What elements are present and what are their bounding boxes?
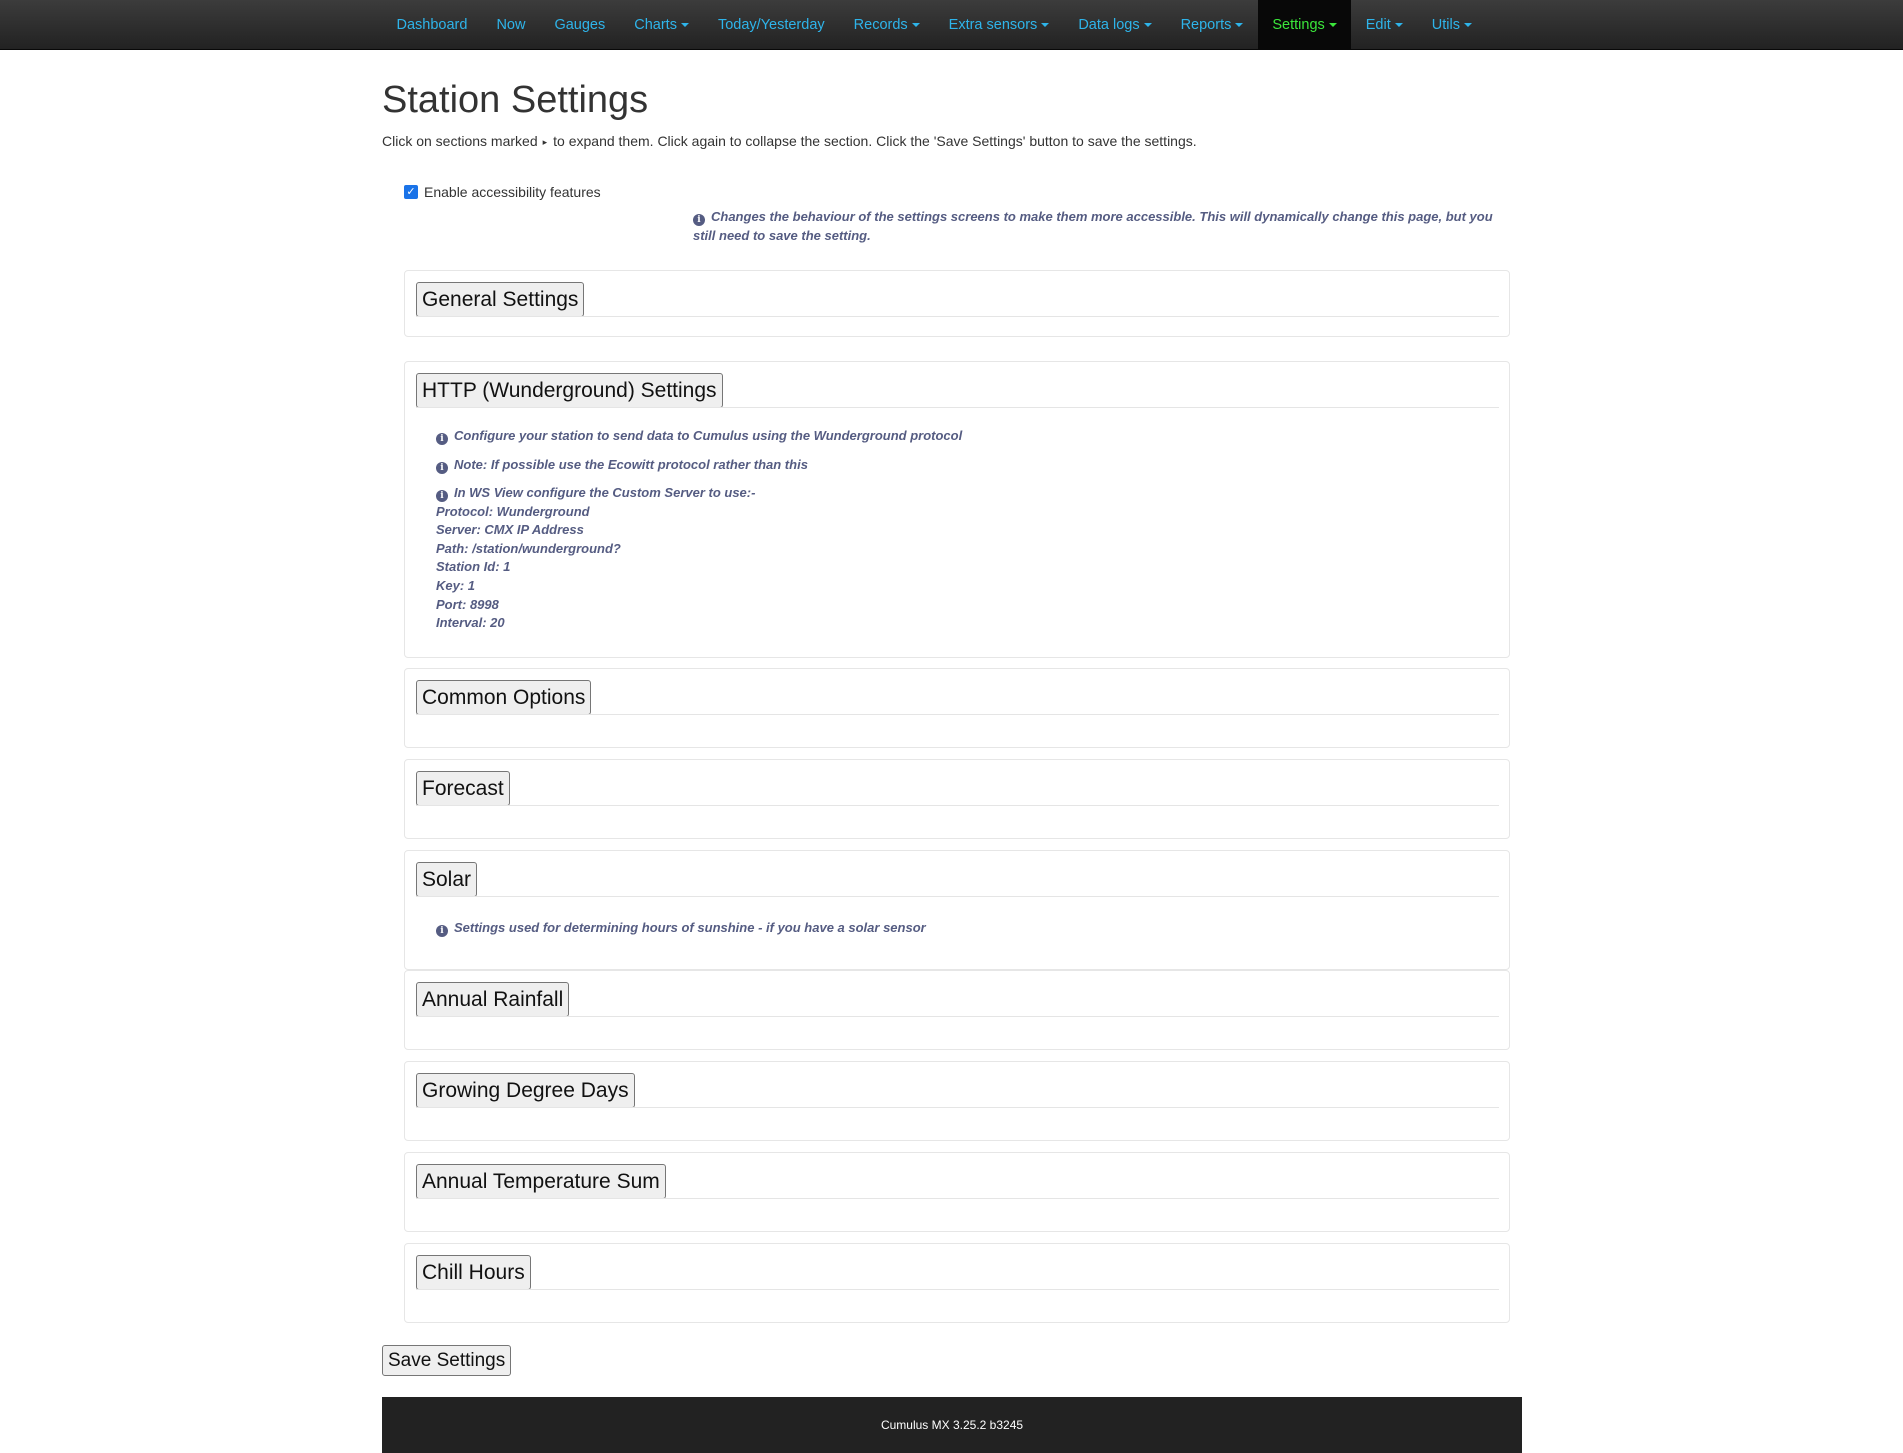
panel-http-settings: [404, 361, 1510, 658]
nav-label: Utils: [1431, 17, 1460, 33]
accessibility-toggle[interactable]: [404, 184, 601, 200]
accessibility-help: [693, 208, 1513, 245]
panel-general-settings: [404, 270, 1510, 337]
panel-annual-rainfall: [404, 970, 1510, 1050]
nav-settings-dropdown[interactable]: [1258, 0, 1351, 50]
annual-temperature-sum-toggle[interactable]: Annual Temperature Sum: [416, 1164, 666, 1199]
divider: [416, 1289, 1499, 1290]
nav-label: Edit: [1365, 17, 1391, 33]
forecast-toggle[interactable]: Forecast: [416, 771, 510, 806]
caret-down-icon: [1329, 23, 1337, 27]
solar-toggle[interactable]: Solar: [416, 862, 477, 897]
divider: [416, 316, 1499, 317]
chill-hours-toggle[interactable]: Chill Hours: [416, 1255, 531, 1290]
nav-dashboard[interactable]: [382, 0, 482, 50]
panel-solar: [404, 850, 1510, 970]
footer: [382, 1397, 1522, 1453]
panel-forecast: [404, 759, 1510, 839]
divider: [416, 805, 1499, 806]
panel-chill-hours: [404, 1243, 1510, 1323]
divider: [416, 1198, 1499, 1199]
config-server: Server: CMX IP Address: [436, 522, 584, 538]
divider: [416, 1107, 1499, 1108]
nav-edit-dropdown[interactable]: [1351, 0, 1417, 50]
nav-label: Records: [853, 17, 908, 33]
nav-records-dropdown[interactable]: [839, 0, 934, 50]
intro-text: [382, 131, 1197, 153]
info-icon: i: [436, 490, 448, 502]
divider: [416, 407, 1499, 408]
intro-text-start: Click on sections marked: [382, 133, 538, 149]
nav-extra-sensors-dropdown[interactable]: [934, 0, 1064, 50]
nav-label: Extra sensors: [948, 17, 1038, 33]
version-text: Cumulus MX 3.25.2 b3245: [880, 1418, 1024, 1432]
panel-growing-degree-days: [404, 1061, 1510, 1141]
annual-rainfall-toggle[interactable]: Annual Rainfall: [416, 982, 569, 1017]
help-text: In WS View configure the Custom Server to use:-: [454, 485, 756, 500]
nav-label: Today/Yesterday: [717, 17, 825, 33]
top-navbar: [0, 0, 1903, 50]
nav-now[interactable]: [482, 0, 540, 50]
nav-label: Data logs: [1078, 17, 1140, 33]
nav-label: Reports: [1180, 17, 1232, 33]
config-key: Key: 1: [436, 577, 476, 593]
help-text: Settings used for determining hours of sunshine - if you have a solar sensor: [454, 920, 926, 935]
help-text: Configure your station to send data to Cumulus using the Wunderground protocol: [454, 428, 963, 443]
nav-gauges[interactable]: [540, 0, 620, 50]
panel-annual-temperature-sum: [404, 1152, 1510, 1232]
nav-today-yesterday[interactable]: [703, 0, 839, 50]
http-help-wsview: [436, 484, 755, 633]
info-icon: i: [436, 462, 448, 474]
caret-down-icon: [1395, 23, 1403, 27]
accessibility-checkbox[interactable]: ✓: [404, 185, 418, 199]
caret-down-icon: [1144, 23, 1152, 27]
accessibility-help-text: Changes the behaviour of the settings screens to make them more accessible. This will dynamically change this page, but you still need to save the setting.: [693, 209, 1493, 243]
solar-help: [436, 919, 926, 938]
common-options-toggle[interactable]: Common Options: [416, 680, 591, 715]
caret-down-icon: [1464, 23, 1472, 27]
nav-label: Dashboard: [396, 17, 468, 33]
expand-triangle-icon: ▸: [542, 137, 548, 147]
caret-down-icon: [681, 23, 689, 27]
nav-data-logs-dropdown[interactable]: [1064, 0, 1166, 50]
divider: [416, 714, 1499, 715]
config-interval: Interval: 20: [436, 615, 505, 631]
growing-degree-days-toggle[interactable]: Growing Degree Days: [416, 1073, 635, 1108]
nav-label: Settings: [1272, 17, 1325, 33]
accessibility-label: Enable accessibility features: [424, 184, 601, 200]
nav-label: Gauges: [554, 17, 606, 33]
nav-reports-dropdown[interactable]: [1166, 0, 1258, 50]
config-station-id: Station Id: 1: [436, 559, 511, 575]
info-icon: i: [693, 214, 705, 226]
nav-utils-dropdown[interactable]: [1417, 0, 1486, 50]
info-icon: i: [436, 925, 448, 937]
panel-common-options: [404, 668, 1510, 748]
nav-label: Now: [496, 17, 526, 33]
nav-charts-dropdown[interactable]: [620, 0, 704, 50]
divider: [416, 1016, 1499, 1017]
nav-menu: [382, 0, 1486, 50]
config-path: Path: /station/wunderground?: [436, 540, 621, 556]
help-text: Note: If possible use the Ecowitt protocol rather than this: [454, 457, 808, 472]
info-icon: i: [436, 433, 448, 445]
page-title: Station Settings: [382, 79, 649, 121]
save-settings-button[interactable]: Save Settings: [382, 1345, 511, 1376]
nav-label: Charts: [634, 17, 677, 33]
general-settings-toggle[interactable]: General Settings: [416, 282, 584, 317]
config-protocol: Protocol: Wunderground: [436, 503, 590, 519]
http-help-note: [436, 456, 808, 475]
http-help-protocol: [436, 427, 962, 446]
http-settings-toggle[interactable]: HTTP (Wunderground) Settings: [416, 373, 723, 408]
config-port: Port: 8998: [436, 596, 499, 612]
caret-down-icon: [1235, 23, 1243, 27]
intro-text-end: to expand them. Click again to collapse the section. Click the 'Save Settings' button to save the settings.: [553, 133, 1197, 149]
divider: [416, 896, 1499, 897]
caret-down-icon: [912, 23, 920, 27]
caret-down-icon: [1041, 23, 1049, 27]
